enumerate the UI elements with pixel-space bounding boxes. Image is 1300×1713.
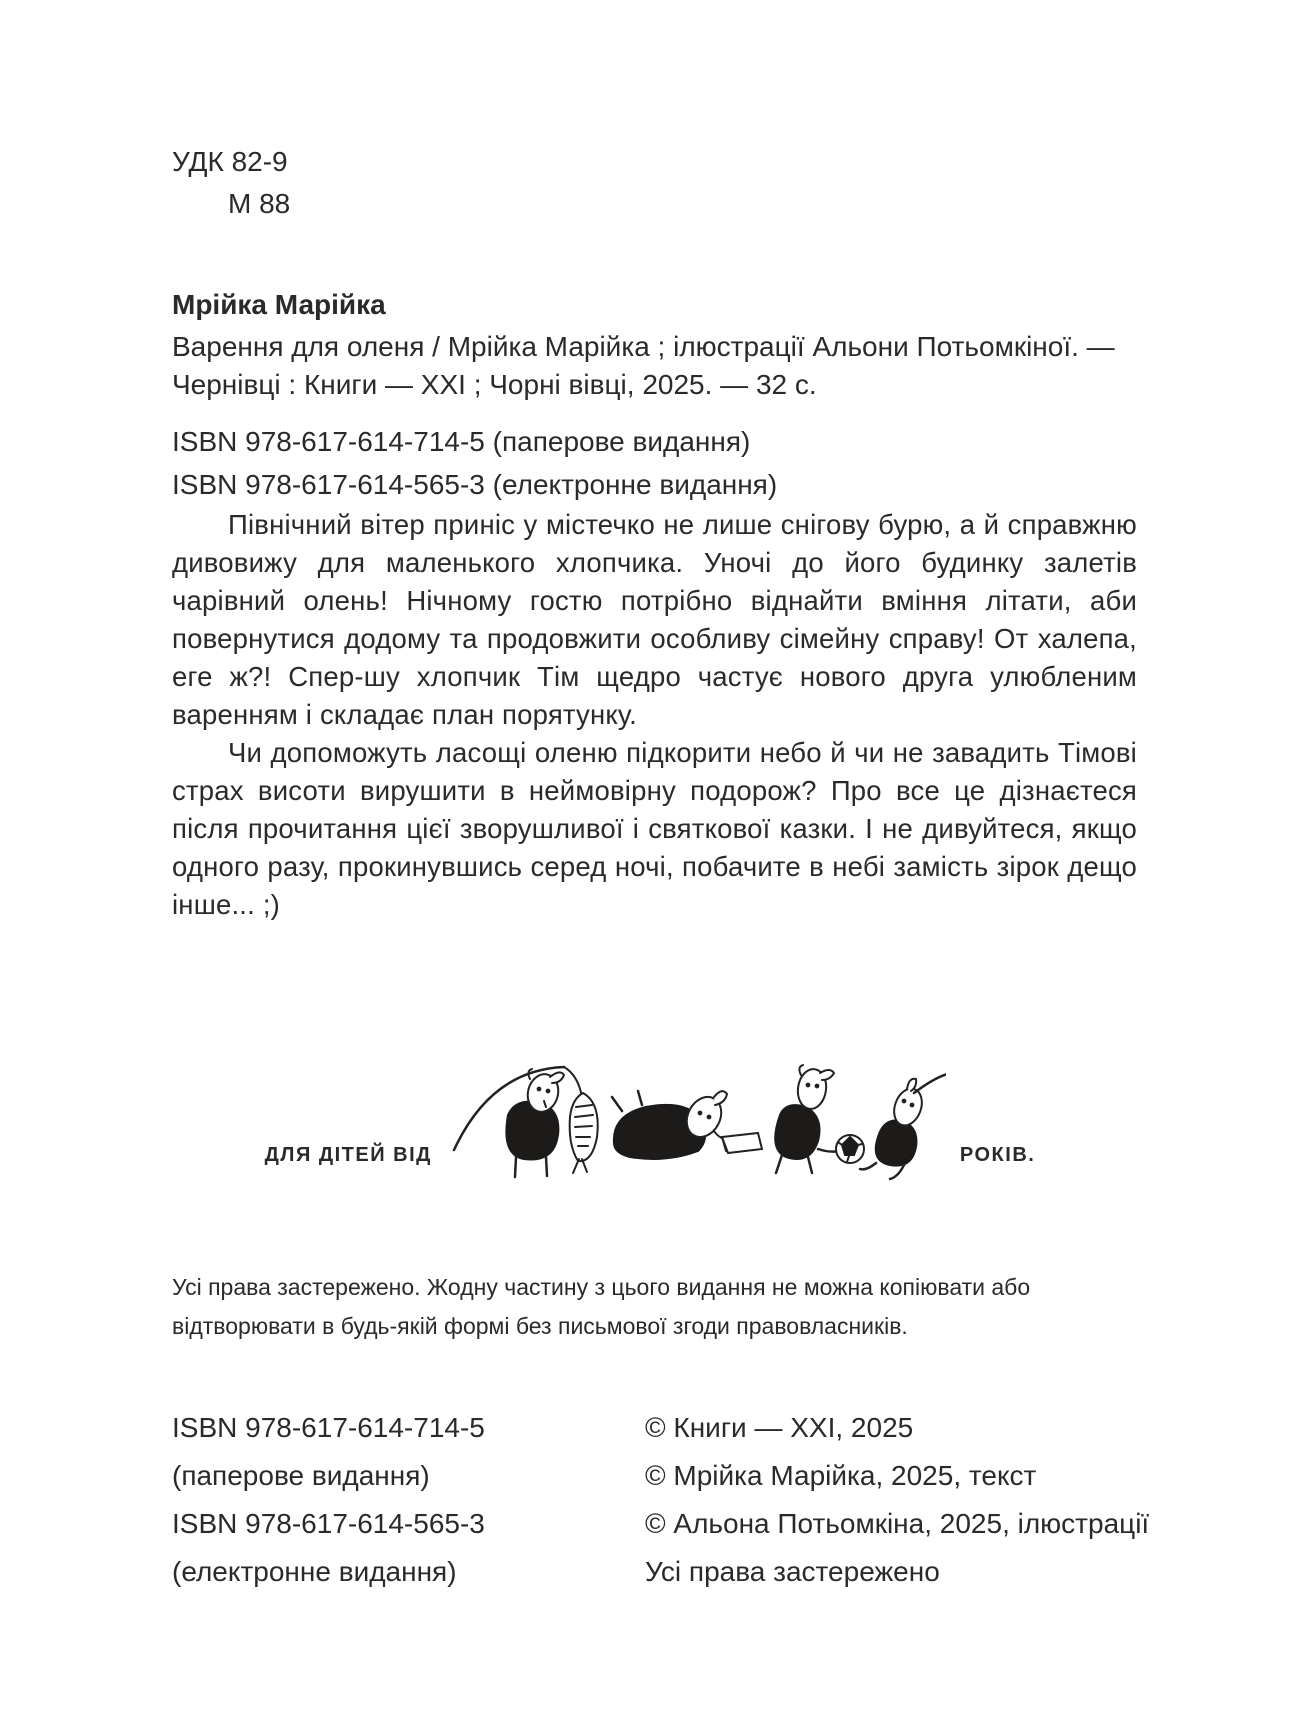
age-banner — [0, 1025, 1300, 1195]
annotation-paragraph-1: Північний вітер приніс у містечко не лише снігову бурю, а й справжню дивовижу для маленького хлопчика. Уночі до його будинку залетів чарівний олень! Нічному гостю потрібно віднайти вміння літати, аби повернутися додому та продовжити особливу сімейну справу! От халепа, еге ж?! Спер-шу хлопчик Тім щедро частує нового друга улюбленим варенням і складає план порятунку. — [172, 509, 1137, 730]
isbn-paper: ISBN 978-617-614-714-5 (паперове видання) — [172, 426, 751, 457]
author-name: Мрійка Марійка — [172, 289, 386, 320]
annotation — [172, 506, 1137, 924]
footer — [172, 1404, 1167, 1596]
isbn-electronic: ISBN 978-617-614-565-3 (електронне видання) — [172, 469, 778, 500]
footer-isbn-column — [172, 1404, 645, 1596]
age-banner-suffix: РОКІВ. — [959, 1144, 1036, 1166]
udc-block — [172, 141, 290, 225]
book-description: Варення для оленя / Мрійка Марійка ; ілюстрації Альони Потьомкіної. — Чернівці : Книги — XXI ; Чорні вівці, 2025. — 32 с. — [172, 331, 1115, 400]
copyright-publisher: © Книги — XXI, 2025 — [645, 1412, 914, 1443]
copyright-illustrator: © Альона Потьомкіна, 2025, ілюстрації — [645, 1508, 1150, 1539]
copyright-author: © Мрійка Марійка, 2025, текст — [645, 1460, 1037, 1491]
footer-isbn-electronic: ISBN 978-617-614-565-3 — [172, 1508, 485, 1539]
footer-isbn-electronic-note: (електронне видання) — [172, 1556, 457, 1587]
annotation-paragraph-2: Чи допоможуть ласощі оленю підкорити небо й чи не завадить Тімові страх висоти вирушити в неймовірну подорож? Про все це дізнаєтеся після прочитання цієї зворушливої і святкової казки. І не дивуйтеся, якщо одного разу, прокинувшись серед ночі, побачите в небі замість зірок дещо інше... ;) — [172, 737, 1137, 920]
black-sheep-illustration-icon — [446, 1045, 946, 1195]
isbn-block — [172, 420, 777, 506]
footer-isbn-paper-note: (паперове видання) — [172, 1460, 430, 1491]
footer-copyright-column — [645, 1404, 1167, 1596]
rights-notice: Усі права застережено. Жодну частину з цього видання не можна копіювати або відтворювати в будь-якій формі без письмової згоди правовласників. — [172, 1274, 1031, 1339]
age-banner-prefix: ДЛЯ ДІТЕЙ ВІД — [264, 1144, 432, 1166]
footer-isbn-paper: ISBN 978-617-614-714-5 — [172, 1412, 485, 1443]
bibliographic-description — [172, 286, 1137, 404]
copyright-rights: Усі права застережено — [645, 1556, 940, 1587]
author-sign: М 88 — [228, 188, 291, 219]
udc-number: УДК 82-9 — [172, 146, 288, 177]
